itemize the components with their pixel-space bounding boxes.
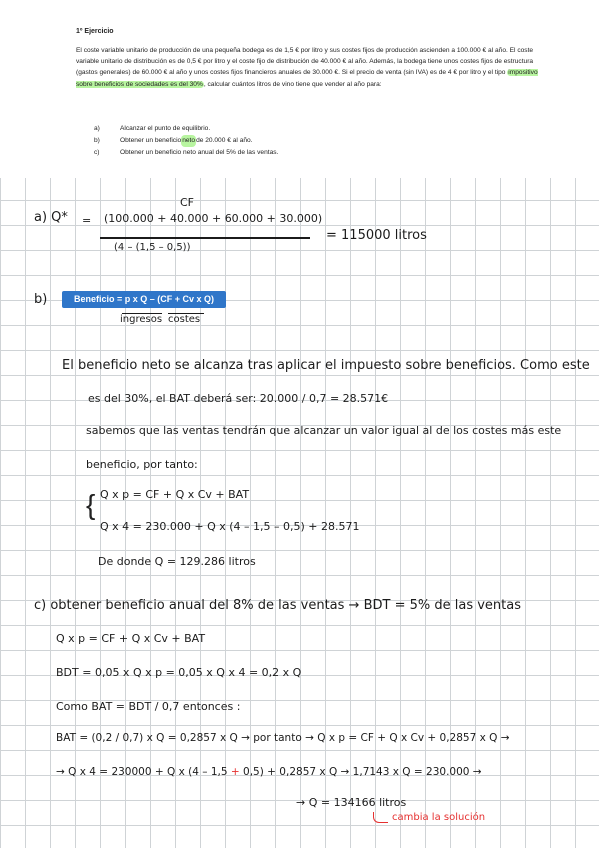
equation-brace: { xyxy=(86,489,96,520)
ingresos-label: ingresos xyxy=(120,314,163,325)
question-text-end: de 20.000 € al año. xyxy=(196,136,253,144)
fraction-denominator: (4 – (1,5 – 0,5)) xyxy=(114,242,191,253)
red-correction-note: cambia la solución xyxy=(392,812,486,823)
equation-line: Q x p = CF + Q x Cv + BAT xyxy=(100,488,250,501)
exercise-statement xyxy=(76,45,552,90)
note-c-line xyxy=(56,766,482,778)
profit-formula-box: Beneficio = p x Q – (CF + Cv x Q) xyxy=(62,291,226,308)
question-list xyxy=(94,123,278,158)
note-c-line-end: 0,5) + 0,2857 x Q → 1,7143 x Q = 230.000 → xyxy=(239,766,482,778)
question-letter: c) xyxy=(94,148,100,156)
statement-text: El coste variable unitario de producción de una pequeña bodega es de 1,5 € por litro y sus costes fijos de producción ascienden a 100.000 € al año. El coste variable unitario de distribución es de 0,5 € por litro y el coste fijo de distribución de 40.000 € al año. Además, la bodega tiene unos costes fijos de estructura (gastos generales) de 60.000 € al año y unos costes fijos financieros anuales de 30.000 €. Si el precio de venta (sin IVA) es de 4 € por litro y el tipo xyxy=(76,47,534,77)
note-c-line: BAT = (0,2 / 0,7) x Q = 0,2857 x Q → por tanto → Q x p = CF + Q x Cv + 0,2857 x Q → xyxy=(56,732,510,744)
question-letter: a) xyxy=(94,125,100,132)
note-c-line: BDT = 0,05 x Q x p = 0,05 x Q x 4 = 0,2 x Q xyxy=(56,666,302,679)
note-b-line: es del 30%, el BAT deberá ser: 20.000 / 0,7 = 28.571€ xyxy=(88,392,389,405)
note-c-line-start: → Q x 4 = 230000 + Q x (4 – 1,5 xyxy=(56,766,231,778)
question-item xyxy=(94,147,278,159)
equals-sign: = xyxy=(82,214,92,227)
question-letter: b) xyxy=(94,136,100,144)
note-c-line: c) obtener beneficio anual del 8% de las ventas → BDT = 5% de las ventas xyxy=(34,598,521,613)
fraction-numerator: (100.000 + 40.000 + 60.000 + 30.000) xyxy=(104,212,323,225)
question-highlight: neto xyxy=(181,135,196,147)
question-text: Alcanzar el punto de equilibrio. xyxy=(120,125,211,132)
statement-text-end: , calcular cuántos litros de vino tiene que vender al año para: xyxy=(203,80,382,88)
note-b-line: El beneficio neto se alcanza tras aplicar el impuesto sobre beneficios. Como este xyxy=(62,358,590,373)
printed-statement xyxy=(0,0,599,178)
costes-label: costes xyxy=(168,314,201,325)
cf-label: CF xyxy=(180,196,195,209)
answer-a-result: = 115000 litros xyxy=(326,228,427,243)
answer-c-result: → Q = 134166 litros xyxy=(296,796,407,809)
answer-b-result: De donde Q = 129.286 litros xyxy=(98,555,256,568)
question-item xyxy=(94,123,278,135)
statement-highlight: impositivo sobre beneficios de sociedades es del 30% xyxy=(76,69,538,88)
note-b-line: sabemos que las ventas tendrán que alcanzar un valor igual al de los costes más este xyxy=(86,424,562,437)
red-correction-mark: + xyxy=(230,766,240,778)
note-c-line: Q x p = CF + Q x Cv + BAT xyxy=(56,632,206,645)
answer-a-label: a) Q* xyxy=(34,210,68,225)
note-c-line: Como BAT = BDT / 0,7 entonces : xyxy=(56,700,241,713)
red-arrow xyxy=(373,812,388,823)
fraction-bar xyxy=(100,237,310,239)
question-item xyxy=(94,135,278,147)
exercise-title: 1º Ejercicio xyxy=(76,28,114,35)
answer-b-label: b) xyxy=(34,292,48,307)
equation-line: Q x 4 = 230.000 + Q x (4 – 1,5 – 0,5) + 28.571 xyxy=(100,520,360,533)
question-text: Obtener un beneficio xyxy=(120,136,182,144)
note-b-line: beneficio, por tanto: xyxy=(86,458,198,471)
question-text: Obtener un beneficio neto anual del 5% de las ventas. xyxy=(120,148,279,156)
